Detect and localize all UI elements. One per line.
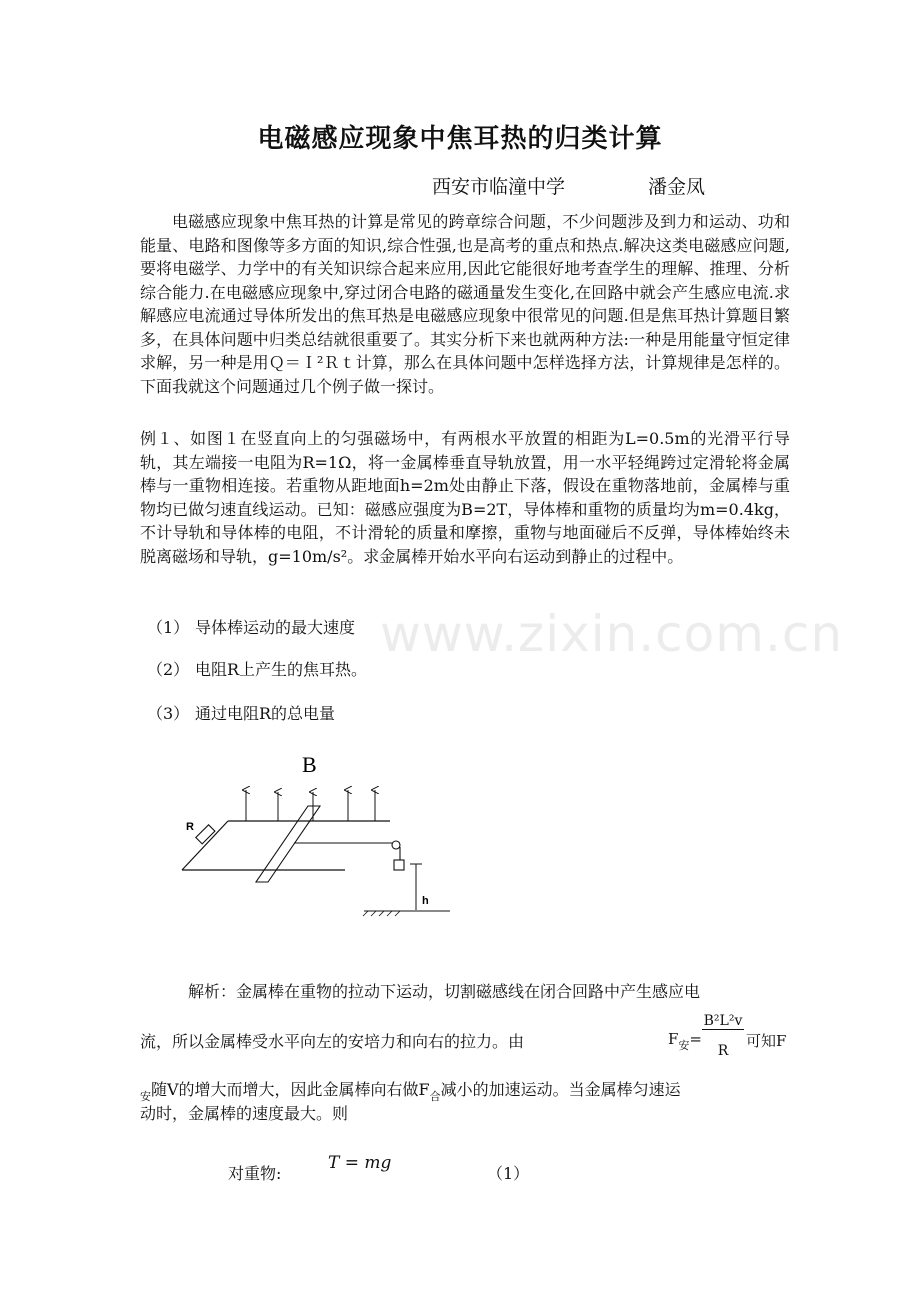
b-field-label: B [302, 752, 317, 777]
analysis-line-2: 流，所以金属棒受水平向左的安培力和向右的拉力。由 [140, 1032, 525, 1051]
watermark: www.zixin.com.cn [380, 605, 844, 663]
equation-label: 对重物: [228, 1164, 282, 1183]
formula-eq: = [689, 1030, 702, 1048]
line3-part-b: 减小的加速运动。当金属棒匀速运 [440, 1080, 681, 1099]
intro-paragraph: 电磁感应现象中焦耳热的计算是常见的跨章综合问题，不少问题涉及到力和运动、功和能量、电路和图像等多方面的知识,综合性强,也是高考的重点和热点.解决这类电磁感应问题,要将电磁学、力学中的有关知识综合起来应用,因此它能很好地考查学生的理解、推理、分析综合能力.在电磁感应现象中,穿过闭合电路的磁通量发生变化,在回路中就会产生感应电流.求解感应电流通过导体所发出的焦耳热是电磁感应现象中很常见的问题.但是焦耳热计算题目繁多，在具体问题中归类总结就很重要了。其实分析下来也就两种方法:一种是用能量守恒定律求解，另一种是用Ｑ＝Ｉ²Ｒｔ计算，那么在具体问题中怎样选择方法，计算规律是怎样的。下面我就这个问题通过几个例子做一探讨。 [140, 212, 790, 396]
height-label: h [422, 895, 429, 907]
ampere-force-symbol [668, 1030, 702, 1052]
equation-number: （1） [487, 1164, 530, 1183]
question-text: 通过电阻R的总电量 [195, 704, 336, 723]
sub-he: 合 [429, 1090, 441, 1103]
question-number: （3） [147, 704, 190, 723]
page-title: 电磁感应现象中焦耳热的归类计算 [257, 124, 663, 154]
sub-an: 安 [140, 1090, 151, 1103]
example-1-text: 例１、如图１在竖直向上的匀强磁场中，有两根水平放置的相距为L=0.5m的光滑平行导轨，其左端接一电阻为R=1Ω，将一金属棒垂直导轨放置，用一水平轻绳跨过定滑轮将金属棒与一重物相连接。若重物从距地面h=2m处由静止下落，假设在重物落地前，金属棒与重物均已做匀速直线运动。已知：磁感应强度为B=2T，导体棒和重物的质量均为m=0.4kg，不计导轨和导体棒的电阻，不计滑轮的质量和摩擦，重物与地面碰后不反弹，导体棒始终未脱离磁场和导轨，g=10m/s²。求金属棒开始水平向右运动到静止的过程中。 [140, 429, 790, 566]
author-school: 西安市临潼中学 [432, 176, 566, 198]
author-name: 潘金凤 [648, 176, 706, 198]
formula-f: F [668, 1030, 679, 1048]
question-text: 导体棒运动的最大速度 [195, 618, 356, 637]
resistor-symbol [196, 825, 215, 844]
question-number: （1） [147, 618, 190, 637]
question-text: 电阻R上产生的焦耳热。 [195, 660, 368, 679]
formula-sub: 安 [678, 1039, 690, 1052]
question-number: （2） [147, 660, 190, 679]
equation-t-mg: T = mg [328, 1153, 392, 1173]
pulley [392, 841, 400, 849]
question-3 [147, 701, 335, 724]
analysis-line-4: 动时，金属棒的速度最大。则 [140, 1104, 349, 1123]
resistor-label: R [186, 821, 194, 833]
formula-numerator: B²L²v [703, 1013, 743, 1029]
figure-1-diagram [170, 748, 470, 928]
formula-denominator: R [717, 1043, 729, 1059]
analysis-line-3 [140, 1078, 681, 1104]
analysis-line-1: 解析：金属棒在重物的拉动下运动，切割磁感线在闭合回路中产生感应电 [188, 982, 701, 1001]
line3-part-a: 随V的增大而增大，因此金属棒向右做F [151, 1080, 430, 1099]
weight-block [394, 860, 404, 870]
question-2 [147, 657, 367, 680]
formula-tail: 可知F [746, 1032, 787, 1050]
question-1 [147, 615, 355, 638]
